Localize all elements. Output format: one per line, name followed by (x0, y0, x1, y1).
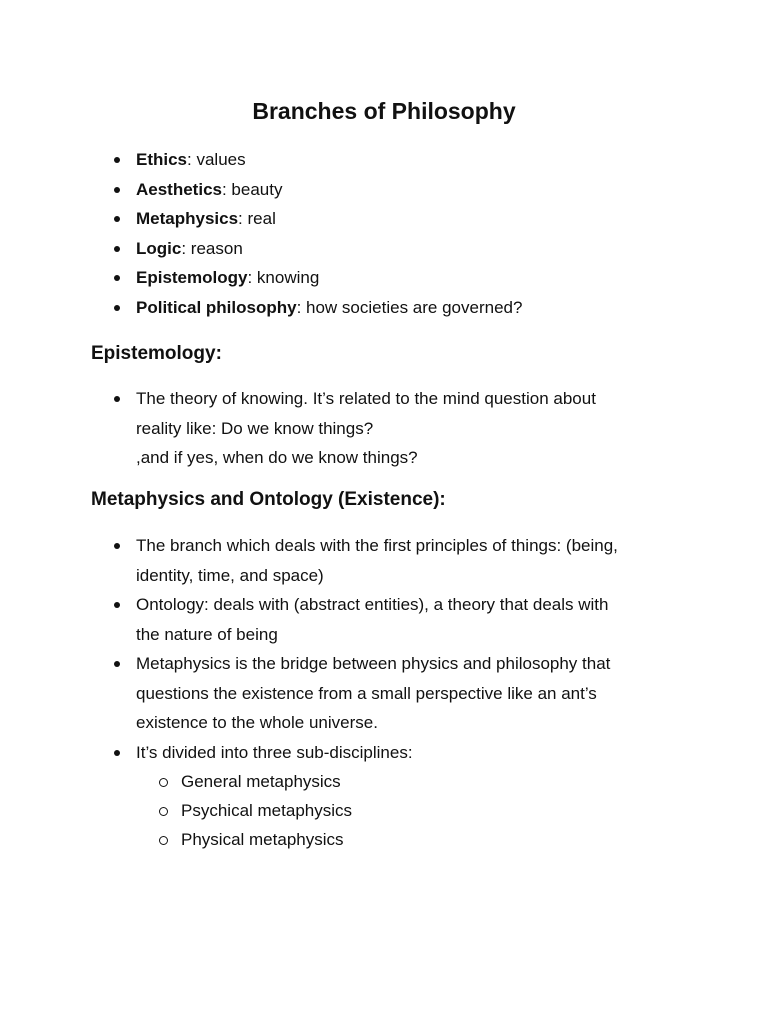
branch-description: : real (238, 209, 276, 228)
bullet-icon (114, 602, 120, 608)
list-item (0, 293, 696, 323)
list-item (0, 384, 696, 473)
bullet-icon (114, 216, 120, 222)
bullet-icon (114, 396, 120, 402)
bullet-icon (114, 750, 120, 756)
subdisciplines-list (0, 767, 352, 854)
text-line: the nature of being (136, 624, 278, 644)
text-line: reality like: Do we know things? (136, 418, 374, 438)
bullet-icon (114, 157, 120, 163)
text-line: Metaphysics is the bridge between physics and philosophy that (136, 654, 611, 673)
epistemology-list (0, 384, 696, 473)
text-line: ,and if yes, when do we know things? (136, 448, 418, 467)
metaphysics-list (0, 531, 696, 767)
list-item (0, 145, 696, 175)
text-line: Ontology: deals with (abstract entities), a theory that deals with (136, 595, 609, 614)
text-line: The branch which deals with the first principles of things: (being, (136, 536, 618, 555)
subdiscipline-label: General metaphysics (181, 772, 341, 791)
branch-label: Political philosophy (136, 297, 297, 317)
list-item (0, 590, 696, 649)
text-line: It’s divided into three sub-disciplines: (136, 742, 413, 762)
branch-description: : beauty (221, 179, 283, 199)
bullet-icon (114, 543, 120, 549)
page-title: Branches of Philosophy (252, 98, 516, 124)
metaphysics-heading: Metaphysics and Ontology (Existence): (91, 489, 446, 510)
branch-label: Metaphysics (136, 209, 239, 228)
list-item (0, 649, 696, 738)
branch-description: : reason (181, 238, 243, 258)
bullet-icon (114, 246, 120, 252)
text-line: existence to the whole universe. (136, 713, 378, 732)
branch-description: : values (187, 150, 246, 169)
branch-label: Logic (136, 238, 182, 258)
list-item (0, 263, 696, 293)
list-item (0, 531, 696, 590)
list-item (0, 234, 696, 264)
circle-bullet-icon (159, 778, 168, 787)
text-line: questions the existence from a small perspective like an ant’s (136, 683, 597, 703)
text-line: identity, time, and space) (136, 565, 324, 585)
bullet-icon (114, 305, 120, 311)
bullet-icon (114, 275, 120, 281)
circle-bullet-icon (159, 836, 168, 845)
list-item (0, 738, 696, 768)
bullet-icon (114, 187, 120, 193)
list-item (0, 767, 352, 796)
list-item (0, 204, 696, 234)
list-item (0, 825, 352, 854)
branches-list (0, 145, 696, 322)
subdiscipline-label: Psychical metaphysics (181, 801, 353, 820)
circle-bullet-icon (159, 807, 168, 816)
epistemology-heading: Epistemology: (91, 343, 222, 364)
branch-description: : how societies are governed? (296, 297, 523, 317)
bullet-icon (114, 661, 120, 667)
list-item (0, 796, 352, 825)
branch-label: Epistemology (136, 268, 248, 287)
branch-label: Ethics (136, 150, 188, 169)
branch-label: Aesthetics (136, 179, 222, 199)
branch-description: : knowing (247, 268, 320, 287)
text-line: The theory of knowing. It’s related to the mind question about (136, 389, 596, 408)
subdiscipline-label: Physical metaphysics (181, 830, 344, 849)
list-item (0, 175, 696, 205)
